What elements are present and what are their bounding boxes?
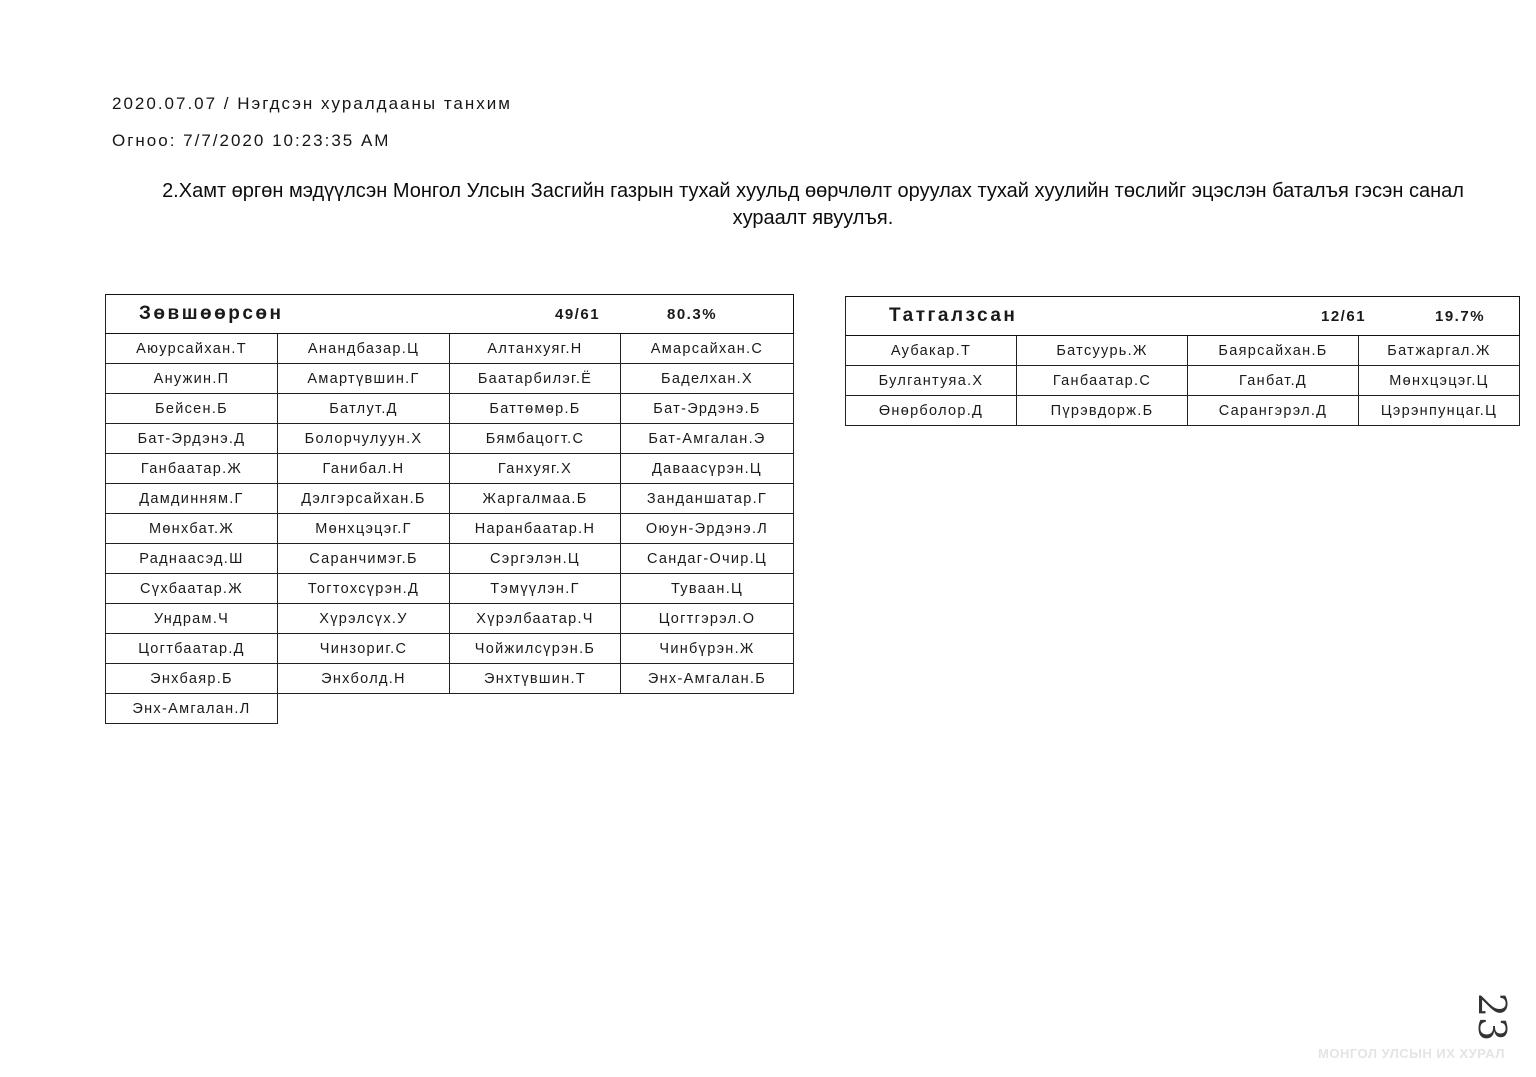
member-name: Пүрэвдорж.Б: [1017, 396, 1188, 426]
approved-fraction: 49/61: [555, 306, 601, 323]
table-row: [106, 694, 794, 724]
empty-cell: [621, 694, 794, 724]
table-row: [106, 454, 794, 484]
approved-table: [105, 294, 794, 724]
member-name: Чинбүрэн.Ж: [621, 634, 794, 664]
member-name: Цогтгэрэл.О: [621, 604, 794, 634]
member-name: Сэргэлэн.Ц: [450, 544, 621, 574]
empty-cell: [278, 694, 450, 724]
member-name: Баттөмөр.Б: [450, 394, 621, 424]
member-name: Алтанхуяг.Н: [450, 334, 621, 364]
table-row: [106, 394, 794, 424]
member-name: Бат-Эрдэнэ.Д: [106, 424, 278, 454]
member-name: Саранчимэг.Б: [278, 544, 450, 574]
member-name: Сарангэрэл.Д: [1188, 396, 1359, 426]
table-row: [106, 424, 794, 454]
member-name: Дэлгэрсайхан.Б: [278, 484, 450, 514]
member-name: Энх-Амгалан.Л: [106, 694, 278, 724]
member-name: Наранбаатар.Н: [450, 514, 621, 544]
table-row: [106, 604, 794, 634]
member-name: Энх-Амгалан.Б: [621, 664, 794, 694]
member-name: Анандбазар.Ц: [278, 334, 450, 364]
member-name: Ганхуяг.Х: [450, 454, 621, 484]
member-name: Мөнхцэцэг.Ц: [1359, 366, 1520, 396]
member-name: Чойжилсүрэн.Б: [450, 634, 621, 664]
table-row: [846, 336, 1520, 366]
member-name: Цогтбаатар.Д: [106, 634, 278, 664]
member-name: Дамдинням.Г: [106, 484, 278, 514]
member-name: Батсуурь.Ж: [1017, 336, 1188, 366]
member-name: Баярсайхан.Б: [1188, 336, 1359, 366]
member-name: Болорчулуун.Х: [278, 424, 450, 454]
table-row: [106, 514, 794, 544]
member-name: Батжаргал.Ж: [1359, 336, 1520, 366]
member-name: Хүрэлсүх.У: [278, 604, 450, 634]
rejected-percent: 19.7%: [1435, 308, 1486, 325]
member-name: Анужин.П: [106, 364, 278, 394]
member-name: Аюурсайхан.Т: [106, 334, 278, 364]
table-row: [846, 366, 1520, 396]
member-name: Булгантуяа.Х: [846, 366, 1017, 396]
member-name: Раднаасэд.Ш: [106, 544, 278, 574]
member-name: Аубакар.Т: [846, 336, 1017, 366]
member-name: Өнөрболор.Д: [846, 396, 1017, 426]
table-row: [106, 484, 794, 514]
member-name: Чинзориг.С: [278, 634, 450, 664]
table-row: [106, 634, 794, 664]
approved-percent: 80.3%: [667, 306, 718, 323]
member-name: Энхбаяр.Б: [106, 664, 278, 694]
watermark: МОНГОЛ УЛСЫН ИХ ХУРАЛ: [1318, 1046, 1505, 1061]
table-row: [106, 544, 794, 574]
date-line: Огноо: 7/7/2020 10:23:35 AM: [112, 131, 391, 150]
member-name: Сандаг-Очир.Ц: [621, 544, 794, 574]
rejected-names: [846, 336, 1520, 426]
member-name: Баделхан.Х: [621, 364, 794, 394]
member-name: Ганбаатар.Ж: [106, 454, 278, 484]
handwritten-page-number: 23: [1470, 992, 1515, 1042]
session-line: 2020.07.07 / Нэгдсэн хуралдааны танхим: [112, 94, 512, 113]
rejected-fraction: 12/61: [1321, 308, 1367, 325]
approved-label: Зөвшөөрсөн: [139, 303, 284, 324]
member-name: Туваан.Ц: [621, 574, 794, 604]
table-row: [106, 664, 794, 694]
member-name: Занданшатар.Г: [621, 484, 794, 514]
member-name: Тогтохсүрэн.Д: [278, 574, 450, 604]
table-row: [106, 334, 794, 364]
member-name: Цэрэнпунцаг.Ц: [1359, 396, 1520, 426]
rejected-label: Татгалзсан: [889, 305, 1018, 326]
member-name: Амарсайхан.С: [621, 334, 794, 364]
table-row: [106, 364, 794, 394]
member-name: Ганбаатар.С: [1017, 366, 1188, 396]
rejected-header: [846, 297, 1520, 336]
approved-names: [106, 334, 794, 724]
member-name: Бат-Амгалан.Э: [621, 424, 794, 454]
member-name: Ганбат.Д: [1188, 366, 1359, 396]
rejected-table: [845, 296, 1520, 426]
table-row: [106, 574, 794, 604]
member-name: Ундрам.Ч: [106, 604, 278, 634]
member-name: Батлут.Д: [278, 394, 450, 424]
member-name: Энхболд.Н: [278, 664, 450, 694]
member-name: Сүхбаатар.Ж: [106, 574, 278, 604]
member-name: Жаргалмаа.Б: [450, 484, 621, 514]
member-name: Энхтүвшин.Т: [450, 664, 621, 694]
member-name: Амартүвшин.Г: [278, 364, 450, 394]
table-row: [846, 396, 1520, 426]
member-name: Хүрэлбаатар.Ч: [450, 604, 621, 634]
motion-line-1: 2.Хамт өргөн мэдүүлсэн Монгол Улсын Засгийн газрын тухай хуульд өөрчлөлт оруулах тухай хуулийн төслийг эцэслэн баталъя гэсэн санал: [162, 180, 1464, 202]
member-name: Ганибал.Н: [278, 454, 450, 484]
motion-text: [118, 178, 1508, 232]
empty-cell: [450, 694, 621, 724]
member-name: Даваасүрэн.Ц: [621, 454, 794, 484]
approved-header: [106, 295, 794, 334]
member-name: Тэмүүлэн.Г: [450, 574, 621, 604]
motion-line-2: хураалт явуулъя.: [732, 207, 894, 229]
member-name: Мөнхбат.Ж: [106, 514, 278, 544]
member-name: Бейсен.Б: [106, 394, 278, 424]
member-name: Мөнхцэцэг.Г: [278, 514, 450, 544]
member-name: Бат-Эрдэнэ.Б: [621, 394, 794, 424]
member-name: Бямбацогт.С: [450, 424, 621, 454]
member-name: Оюун-Эрдэнэ.Л: [621, 514, 794, 544]
member-name: Баатарбилэг.Ё: [450, 364, 621, 394]
